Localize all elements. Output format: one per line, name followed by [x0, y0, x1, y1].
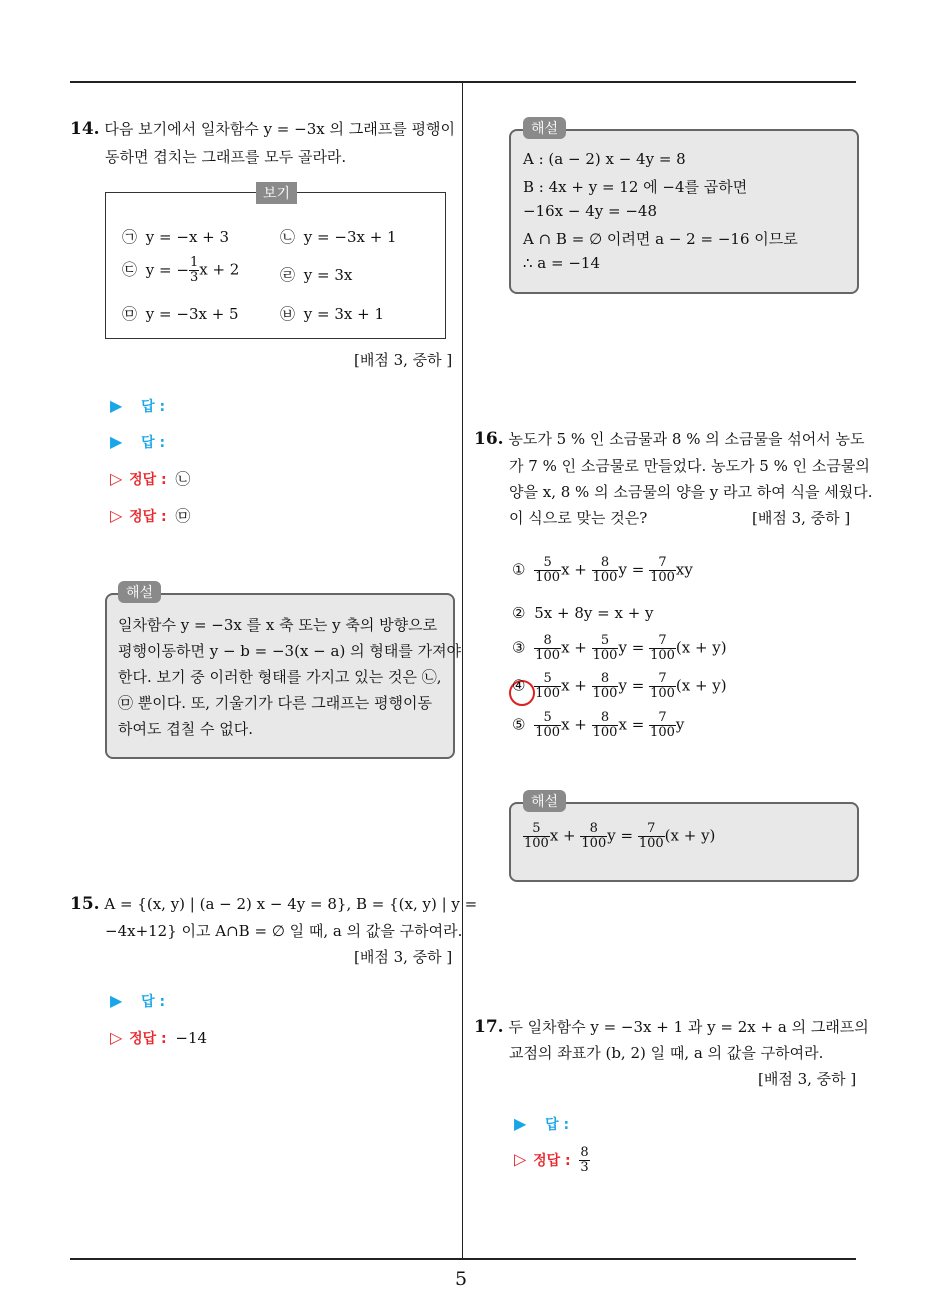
correct-value: ㉤: [175, 507, 191, 525]
option-text-post: x + 2: [199, 260, 240, 279]
q17-question: [474, 1016, 869, 1037]
choice-mark: ③: [512, 638, 526, 657]
choice-text: x +: [561, 676, 587, 695]
option-text: y = −x + 3: [145, 228, 230, 246]
fraction: [534, 556, 561, 585]
q16-line4: 이 식으로 맞는 것은?: [509, 509, 648, 527]
correct-label: 정답 :: [533, 1152, 571, 1169]
fraction-denominator: 100: [535, 570, 561, 585]
q14-option-3: [122, 256, 239, 285]
q14-expl-line5: 하여도 겹칠 수 없다.: [118, 720, 253, 738]
q14-explanation-title: 해설: [118, 581, 161, 603]
q15-answer: [110, 991, 165, 1011]
fraction-numerator: 5: [592, 634, 619, 649]
q14-option-1: [122, 226, 229, 247]
fraction-numerator: 7: [649, 556, 676, 571]
fraction-numerator: 5: [534, 672, 561, 687]
option-mark: ㉢: [122, 260, 138, 279]
fraction: [649, 634, 676, 663]
top-rule: [70, 81, 856, 83]
q14-option-2: [280, 226, 397, 247]
q14-question: [70, 118, 455, 139]
correct-value: ㉡: [175, 470, 191, 488]
q15-expl-line3: −16x − 4y = −48: [523, 202, 657, 220]
q14-expl-line2: 평행이동하면 y − b = −3(x − a) 의 형태를 가져야: [118, 642, 462, 660]
q15-question: [70, 894, 477, 914]
fraction-denominator: 100: [638, 836, 664, 851]
q16-meta: [배점 3, 중하 ]: [752, 509, 851, 527]
fraction: [534, 672, 561, 701]
q15-expl-line2: B : 4x + y = 12 에 −4를 곱하면: [523, 178, 748, 196]
fraction-denominator: 100: [650, 648, 675, 663]
fraction: [592, 634, 619, 663]
q15-expl-line1: A : (a − 2) x − 4y = 8: [523, 150, 686, 168]
option-mark: ㉥: [280, 305, 296, 323]
q14-option-5: [122, 303, 239, 324]
answer-label: 답 :: [141, 435, 166, 451]
correct-label: 정답 :: [129, 1031, 167, 1047]
fraction: [649, 672, 676, 701]
choice-text: x +: [561, 560, 587, 579]
q14-line2: 동하면 겹치는 그래프를 모두 골라라.: [105, 148, 347, 166]
fraction: [592, 711, 619, 740]
option-text: y = 3x + 1: [303, 305, 385, 323]
correct-label: 정답 :: [129, 509, 167, 525]
q17-correct: [514, 1146, 590, 1175]
answer-label: 답 :: [545, 1117, 570, 1133]
fraction-denominator: 100: [535, 648, 561, 663]
option-text: y = −3x + 5: [145, 305, 239, 323]
q16-expl-equation: [523, 822, 715, 851]
play-icon: ▶: [110, 432, 123, 451]
fraction-numerator: 5: [523, 822, 550, 837]
fraction-denominator: 3: [189, 270, 199, 285]
page-number: 5: [455, 1268, 468, 1290]
q14-answer-1: [110, 396, 165, 416]
q17-meta: [배점 3, 중하 ]: [758, 1070, 857, 1088]
fraction: [523, 822, 550, 851]
fraction: [580, 822, 607, 851]
q14-number: 14.: [70, 119, 100, 139]
q14-expl-line1: 일차함수 y = −3x 를 x 축 또는 y 축의 방향으로: [118, 616, 438, 634]
option-text: y = 3x: [303, 266, 353, 284]
outline-triangle-icon: ▷: [110, 1028, 123, 1047]
fraction-numerator: 7: [649, 634, 676, 649]
play-icon: ▶: [514, 1114, 527, 1133]
outline-triangle-icon: ▷: [110, 506, 123, 525]
q16-choice-5[interactable]: [512, 711, 684, 740]
q17-answer: [514, 1114, 569, 1134]
fraction-numerator: 7: [649, 672, 676, 687]
fraction-denominator: 100: [524, 836, 549, 851]
q15-expl-line5: ∴ a = −14: [523, 254, 601, 272]
option-mark: ㉡: [280, 228, 296, 246]
fraction-denominator: 100: [535, 725, 561, 740]
fraction-numerator: 8: [580, 1145, 589, 1160]
fraction-denominator: 100: [650, 725, 675, 740]
fraction-numerator: 8: [592, 711, 619, 726]
q14-expl-line3: 한다. 보기 중 이러한 형태를 가지고 있는 것은 ㉡,: [118, 668, 442, 686]
expl-text: (x + y): [664, 826, 716, 845]
choice-text: 5x + 8y = x + y: [534, 604, 654, 622]
choice-text: x +: [561, 638, 587, 657]
choice-text: x +: [561, 715, 587, 734]
play-icon: ▶: [110, 396, 123, 415]
correct-fraction: [579, 1146, 589, 1175]
choice-mark: ④: [512, 676, 526, 695]
fraction-numerator: 5: [534, 711, 561, 726]
choice-mark: ⑤: [512, 715, 526, 734]
q15-meta: [배점 3, 중하 ]: [354, 948, 453, 966]
q15-correct: [110, 1028, 207, 1048]
q14-box-title: 보기: [256, 182, 297, 204]
fraction-numerator: 5: [534, 556, 561, 571]
fraction-denominator: 3: [580, 1160, 589, 1175]
q14-option-4: [280, 264, 352, 285]
choice-mark: ②: [512, 604, 526, 622]
q17-line1: 두 일차함수 y = −3x + 1 과 y = 2x + a 의 그래프의: [508, 1018, 869, 1036]
fraction-denominator: 100: [592, 686, 618, 701]
fraction: [592, 556, 619, 585]
choice-mark: ①: [512, 560, 526, 579]
option-mark: ㉤: [122, 305, 138, 323]
q15-expl-line4: A ∩ B = ∅ 이려면 a − 2 = −16 이므로: [523, 230, 798, 248]
fraction: [649, 556, 676, 585]
option-mark: ㉣: [280, 266, 296, 284]
fraction-denominator: 100: [581, 836, 607, 851]
choice-text: y =: [618, 638, 645, 657]
choice-text: (x + y): [675, 638, 727, 657]
column-divider: [462, 83, 463, 1259]
q16-line3: 양을 x, 8 % 의 소금물의 양을 y 라고 하여 식을 세웠다.: [509, 483, 873, 501]
play-icon: ▶: [110, 991, 123, 1010]
fraction-numerator: 7: [649, 711, 676, 726]
choice-text: x =: [618, 715, 645, 734]
q14-answer-2: [110, 432, 165, 452]
q14-meta: [배점 3, 중하 ]: [354, 351, 453, 369]
fraction: [534, 711, 561, 740]
q17-number: 17.: [474, 1017, 504, 1037]
answer-label: 답 :: [141, 994, 166, 1010]
q16-choice-3[interactable]: [512, 634, 727, 663]
option-text: y = −3x + 1: [303, 228, 397, 246]
correct-value: −14: [175, 1029, 208, 1047]
fraction: [592, 672, 619, 701]
q14-line1: 다음 보기에서 일차함수 y = −3x 의 그래프를 평행이: [104, 120, 455, 138]
fraction: [649, 711, 676, 740]
q14-correct-2: [110, 505, 190, 526]
q16-question: [474, 428, 864, 449]
q17-line2: 교점의 좌표가 (b, 2) 일 때, a 의 값을 구하여라.: [509, 1044, 824, 1062]
fraction-denominator: 100: [650, 686, 675, 701]
fraction-numerator: 1: [189, 255, 199, 270]
fraction-numerator: 7: [638, 822, 665, 837]
option-mark: ㉠: [122, 228, 138, 246]
expl-text: y =: [607, 826, 634, 845]
fraction-denominator: 100: [592, 648, 618, 663]
q16-line2: 가 7 % 인 소금물로 만들었다. 농도가 5 % 인 소금물의: [509, 457, 870, 475]
fraction-denominator: 100: [592, 570, 618, 585]
q15-explanation-title: 해설: [523, 117, 566, 139]
q14-correct-1: [110, 468, 190, 489]
fraction: [534, 634, 561, 663]
fraction-denominator: 100: [650, 570, 675, 585]
choice-text: y: [675, 715, 685, 734]
q14-expl-line4: ㉤ 뿐이다. 또, 기울기가 다른 그래프는 평행이동: [118, 694, 432, 712]
q16-choice-2[interactable]: [512, 604, 654, 622]
fraction-numerator: 8: [580, 822, 607, 837]
q14-option-6: [280, 303, 384, 324]
q16-choice-1[interactable]: [512, 556, 693, 585]
fraction-numerator: 8: [592, 672, 619, 687]
option-fraction: [189, 256, 199, 285]
outline-triangle-icon: ▷: [110, 469, 123, 488]
choice-text: xy: [675, 560, 693, 579]
correct-label: 정답 :: [129, 472, 167, 488]
fraction: [638, 822, 665, 851]
q16-choice-4[interactable]: [512, 672, 727, 701]
fraction-denominator: 100: [592, 725, 618, 740]
option-text-pre: y = −: [145, 260, 189, 279]
choice-text: y =: [618, 560, 645, 579]
outline-triangle-icon: ▷: [514, 1149, 527, 1169]
bottom-rule: [70, 1258, 856, 1260]
q16-line1: 농도가 5 % 인 소금물과 8 % 의 소금물을 섞어서 농도: [508, 430, 865, 448]
q15-number: 15.: [70, 894, 100, 914]
choice-text: (x + y): [675, 676, 727, 695]
q15-line2: −4x+12} 이고 A∩B = ∅ 일 때, a 의 값을 구하여라.: [105, 922, 463, 940]
expl-text: x +: [549, 826, 576, 845]
choice-text: y =: [618, 676, 645, 695]
q15-line1: A = {(x, y) | (a − 2) x − 4y = 8}, B = {(x, y) | y =: [104, 895, 478, 913]
q16-number: 16.: [474, 429, 504, 449]
answer-label: 답 :: [141, 399, 166, 415]
fraction-numerator: 8: [592, 556, 619, 571]
fraction-denominator: 100: [535, 686, 561, 701]
fraction-numerator: 8: [534, 634, 561, 649]
q16-explanation-title: 해설: [523, 790, 566, 812]
